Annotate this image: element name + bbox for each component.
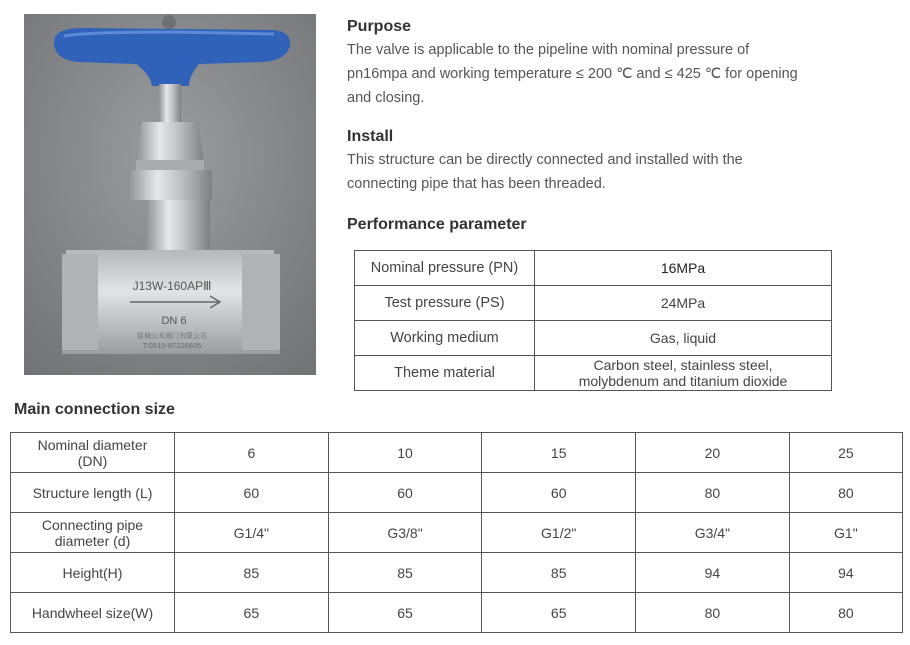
- install-line: connecting pipe that has been threaded.: [347, 176, 606, 192]
- table-cell: 60: [482, 473, 636, 513]
- table-cell: 15: [482, 433, 636, 473]
- table-cell: 80: [789, 473, 902, 513]
- purpose-heading: Purpose: [347, 18, 412, 35]
- table-cell: 80: [636, 593, 790, 633]
- dn-mark-text: DN 6: [161, 315, 187, 327]
- param-label: Theme material: [355, 356, 535, 391]
- table-cell: 80: [636, 473, 790, 513]
- table-row: [355, 356, 832, 391]
- table-cell: 25: [789, 433, 902, 473]
- table-row: [11, 513, 903, 553]
- table-cell: 80: [789, 593, 902, 633]
- row-label-line: (DN): [77, 452, 108, 469]
- row-label-line: Handwheel size(W): [31, 604, 154, 621]
- main-size-table: [10, 432, 903, 633]
- table-cell: 20: [636, 433, 790, 473]
- table-row: [11, 593, 903, 633]
- table-row: [11, 433, 903, 473]
- table-cell: 65: [175, 593, 329, 633]
- row-label: [11, 553, 175, 593]
- valve-photo: [24, 14, 316, 375]
- row-label: [11, 433, 175, 473]
- table-cell: 85: [482, 553, 636, 593]
- needle-valve-illustration: [24, 14, 316, 375]
- purpose-line: and closing.: [347, 90, 425, 106]
- row-label-line: Height(H): [62, 564, 123, 581]
- param-value: [535, 356, 832, 391]
- param-value: 16MPa: [535, 251, 832, 286]
- valve-stem: [159, 84, 181, 124]
- row-label: [11, 593, 175, 633]
- param-label: Nominal pressure (PN): [355, 251, 535, 286]
- table-cell: 94: [789, 553, 902, 593]
- table-cell: G1/4": [175, 513, 329, 553]
- table-row: [355, 251, 832, 286]
- table-row: [355, 286, 832, 321]
- table-row: [11, 553, 903, 593]
- performance-heading: Performance parameter: [347, 216, 527, 233]
- table-cell: G1/2": [482, 513, 636, 553]
- table-cell: G1": [789, 513, 902, 553]
- param-value: 24MPa: [535, 286, 832, 321]
- param-label: Working medium: [355, 321, 535, 356]
- table-cell: 60: [175, 473, 329, 513]
- purpose-line: The valve is applicable to the pipeline with nominal pressure of: [347, 42, 750, 58]
- table-row: [355, 321, 832, 356]
- table-cell: 6: [175, 433, 329, 473]
- row-label-line: Nominal diameter: [37, 436, 148, 453]
- param-value-line: molybdenum and titanium dioxide: [578, 373, 788, 389]
- body-stamp-text: J13W-160APⅢ: [132, 279, 212, 293]
- row-label: [11, 513, 175, 553]
- table-cell: G3/8": [328, 513, 482, 553]
- table-cell: 65: [482, 593, 636, 633]
- purpose-text: [347, 38, 897, 110]
- row-label-line: Connecting pipe: [41, 516, 144, 533]
- table-cell: 65: [328, 593, 482, 633]
- install-text: [347, 148, 897, 196]
- row-label-line: Structure length (L): [32, 484, 153, 501]
- param-value-line: Carbon steel, stainless steel,: [593, 357, 773, 373]
- install-line: This structure can be directly connected and installed with the: [347, 152, 743, 168]
- tel-text: T:0515-87226605: [142, 341, 202, 350]
- bonnet: [128, 170, 212, 200]
- maker-text: 盐城山禾阀门有限公司: [137, 333, 207, 340]
- install-heading: Install: [347, 128, 394, 145]
- param-value: Gas, liquid: [535, 321, 832, 356]
- purpose-line: pn16mpa and working temperature ≤ 200 ℃ and ≤ 425 ℃ for opening: [347, 66, 798, 82]
- table-cell: 85: [175, 553, 329, 593]
- param-label: Test pressure (PS): [355, 286, 535, 321]
- packing-nut: [136, 122, 204, 164]
- performance-table: [354, 250, 832, 391]
- table-cell: 10: [328, 433, 482, 473]
- row-label-line: diameter (d): [54, 532, 131, 549]
- row-label: [11, 473, 175, 513]
- table-cell: 94: [636, 553, 790, 593]
- table-cell: G3/4": [636, 513, 790, 553]
- table-row: [11, 473, 903, 513]
- table-cell: 60: [328, 473, 482, 513]
- main-size-heading: Main connection size: [14, 401, 175, 418]
- table-cell: 85: [328, 553, 482, 593]
